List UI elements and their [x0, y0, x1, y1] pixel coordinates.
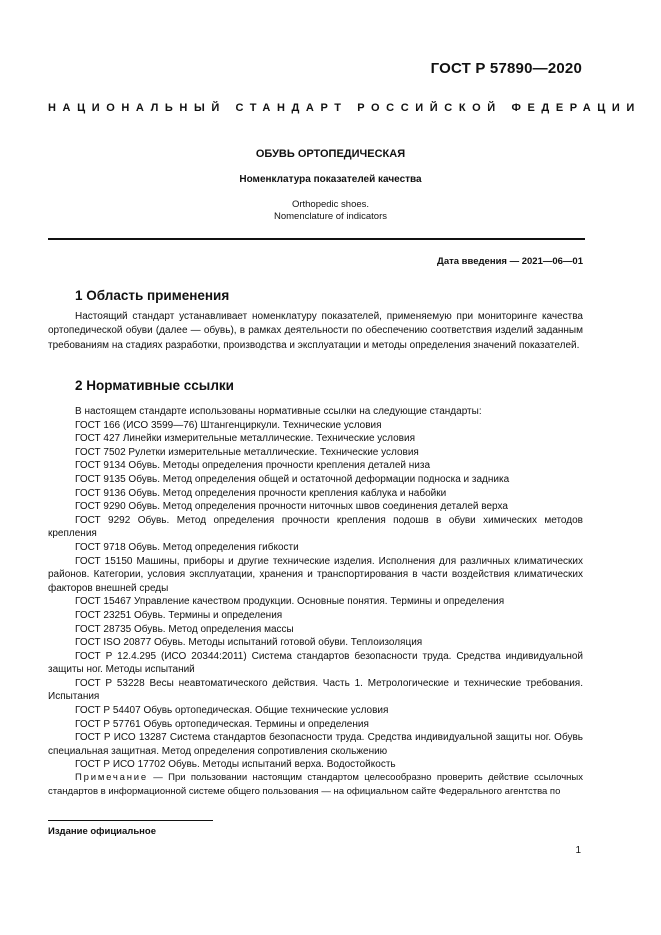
document-title: ОБУВЬ ОРТОПЕДИЧЕСКАЯ — [255, 148, 406, 160]
section-1-text: Настоящий стандарт устанавливает номенклатуру показателей, применяемую при мониторинге качества ортопедической обуви (далее — обувь), в рамках деятельности по обеспечению соответствия изделий заданным требованиям на стадиях разработки, производства и эксплуатации и методы определения значений показателей. — [48, 311, 583, 351]
list-item: ГОСТ 9290 Обувь. Метод определения прочности ниточных швов соединения деталей верха — [75, 501, 508, 513]
list-item: ГОСТ 23251 Обувь. Термины и определения — [75, 609, 283, 621]
section-2-heading: 2 Нормативные ссылки — [75, 378, 234, 393]
list-item: ГОСТ 28735 Обувь. Метод определения массы — [75, 623, 294, 635]
list-item: ГОСТ 7502 Рулетки измерительные металлические. Технические условия — [75, 446, 419, 458]
standard-number: ГОСТ Р 57890—2020 — [430, 60, 582, 77]
english-title-line-2: Nomenclature of indicators — [274, 211, 387, 222]
official-edition-label: Издание официальное — [48, 826, 156, 837]
list-item: ГОСТ 15467 Управление качеством продукции. Основные понятия. Термины и определения — [75, 596, 505, 608]
list-item: ГОСТ 427 Линейки измерительные металлические. Технические условия — [75, 433, 415, 445]
english-title-line-1: Orthopedic shoes. — [291, 199, 370, 210]
note-text: — При пользовании настоящим стандартом целесообразно проверить действие ссылочных стандартов в информационной системе общего пользования — на официальном сайте Федерального агентства по — [48, 772, 583, 797]
list-item: ГОСТ Р 57761 Обувь ортопедическая. Термины и определения — [75, 718, 369, 730]
list-item: ГОСТ 9136 Обувь. Метод определения прочности крепления каблука и набойки — [75, 487, 447, 499]
list-item: ГОСТ Р 12.4.295 (ИСО 20344:2011) Система стандартов безопасности труда. Средства индивидуальной защиты ног. Методы испытаний — [48, 650, 583, 676]
footer-divider — [48, 820, 213, 821]
list-item: ГОСТ 9292 Обувь. Метод определения прочности крепления подошв в обуви химических методов крепления — [48, 514, 583, 540]
page-number: 1 — [575, 845, 581, 856]
national-standard-banner: НАЦИОНАЛЬНЫЙ СТАНДАРТ РОССИЙСКОЙ ФЕДЕРАЦИИ — [48, 102, 641, 114]
list-item: ГОСТ 166 (ИСО 3599—76) Штангенциркули. Технические условия — [75, 419, 382, 431]
list-item: ГОСТ 9134 Обувь. Методы определения прочности крепления деталей низа — [75, 460, 430, 472]
list-item: ГОСТ Р ИСО 17702 Обувь. Методы испытаний верха. Водостойкость — [75, 759, 396, 771]
list-item: ГОСТ Р 54407 Обувь ортопедическая. Общие технические условия — [75, 705, 389, 717]
normative-references-list — [48, 405, 583, 772]
section-1-heading: 1 Область применения — [75, 288, 230, 303]
document-subtitle: Номенклатура показателей качества — [239, 174, 422, 185]
list-item: ГОСТ 9718 Обувь. Метод определения гибкости — [75, 541, 299, 553]
title-divider — [48, 238, 585, 240]
list-item: В настоящем стандарте использованы нормативные ссылки на следующие стандарты: — [75, 406, 482, 417]
list-item: ГОСТ 9135 Обувь. Метод определения общей и остаточной деформации подноска и задника — [75, 473, 510, 485]
list-item: ГОСТ Р 53228 Весы неавтоматического действия. Часть 1. Метрологические и технические требования. Испытания — [48, 677, 583, 703]
list-item: ГОСТ 15150 Машины, приборы и другие технические изделия. Исполнения для различных климатических районов. Категории, условия эксплуатации, хранения и транспортирования в части воздействия климатических факторов внешней среды — [48, 555, 583, 594]
note-label: Примечание — [75, 772, 148, 783]
introduction-date: Дата введения — 2021—06—01 — [437, 256, 583, 267]
list-item: ГОСТ ISO 20877 Обувь. Методы испытаний готовой обуви. Теплоизоляция — [75, 637, 423, 649]
references-note — [48, 771, 583, 799]
list-item: ГОСТ Р ИСО 13287 Система стандартов безопасности труда. Средства индивидуальной защиты ног. Обувь специальная защитная. Метод определения сопротивления скольжению — [48, 732, 583, 757]
